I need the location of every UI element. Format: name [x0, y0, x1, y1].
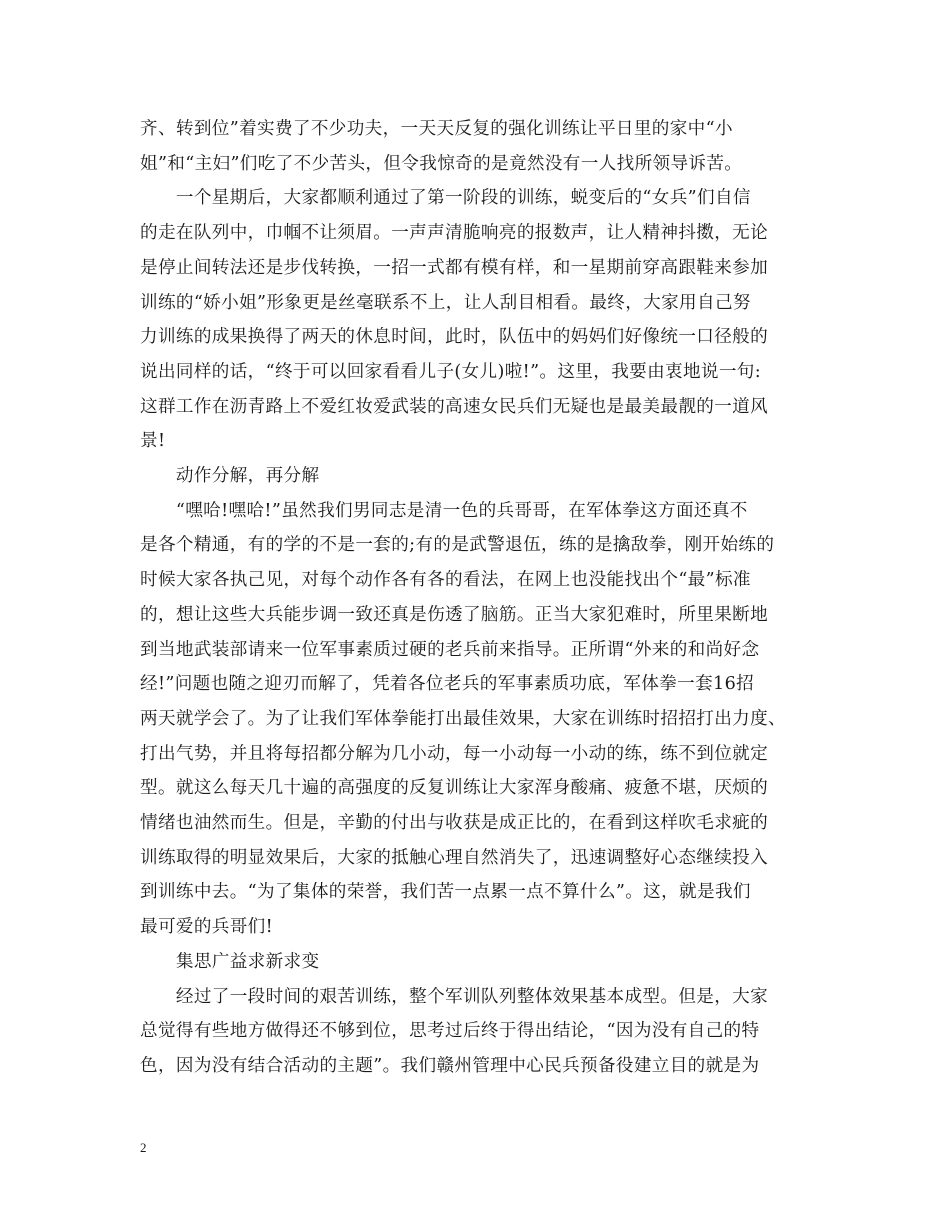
text-line: 两天就学会了。为了让我们军体拳能打出最佳效果，大家在训练时招招打出力度、 — [140, 708, 786, 729]
text-line: 说出同样的话，“终于可以回家看看儿子(女儿)啦!”。这里，我要由衷地说一句: — [140, 361, 762, 382]
text-line: 的，想让这些大兵能步调一致还真是伤透了脑筋。正当大家犯难时，所里果断地 — [140, 604, 769, 625]
text-line: 训练取得的明显效果后，大家的抵触心理自然消失了，迅速调整好心态继续投入 — [140, 847, 769, 868]
text-line: 到训练中去。“为了集体的荣誉，我们苦一点累一点不算什么”。这，就是我们 — [140, 882, 751, 903]
text-line: “嘿哈!嘿哈!”虽然我们男同志是清一色的兵哥哥，在军体拳这方面还真不 — [140, 500, 748, 521]
page-number: 2 — [140, 1140, 147, 1155]
text-line: 这群工作在沥青路上不爱红妆爱武装的高速女民兵们无疑也是最美最靓的一道风 — [140, 396, 769, 417]
text-line: 时候大家各执己见，对每个动作各有各的看法，在网上也没能找出个“最”标准 — [140, 570, 751, 591]
text-line: 齐、转到位”着实费了不少功夫，一天天反复的强化训练让平日里的家中“小 — [140, 119, 733, 139]
text-line: 力训练的成果换得了两天的休息时间，此时，队伍中的妈妈们好像统一口径般的 — [140, 327, 769, 348]
text-line: 打出气势，并且将每招都分解为几小动，每一小动每一小动的练，练不到位就定 — [140, 743, 769, 764]
text-line: 是停止间转法还是步伐转换，一招一式都有模有样，和一星期前穿高跟鞋来参加 — [140, 257, 769, 278]
text-line: 景! — [140, 431, 166, 452]
text-line: 姐”和“主妇”们吃了不少苦头，但令我惊奇的是竟然没有一人找所领导诉苦。 — [140, 153, 743, 174]
text-line: 的走在队列中，巾帼不让须眉。一声声清脆响亮的报数声，让人精神抖擞，无论 — [140, 223, 769, 244]
text-line: 训练的“娇小姐”形象更是丝毫联系不上，让人刮目相看。最终，大家用自己努 — [140, 292, 751, 313]
text-line: 经!”问题也随之迎刃而解了，凭着各位老兵的军事素质功底，军体拳一套16招 — [140, 674, 755, 695]
text-line: 到当地武装部请来一位军事素质过硬的老兵前来指导。正所谓“外来的和尚好念 — [140, 639, 760, 660]
text-line: 最可爱的兵哥们! — [140, 917, 274, 938]
text-line: 一个星期后，大家都顺利通过了第一阶段的训练，蜕变后的“女兵”们自信 — [140, 188, 751, 209]
text-line: 动作分解，再分解 — [140, 466, 320, 486]
text-line: 色，因为没有结合活动的主题”。我们赣州管理中心民兵预备役建立目的就是为 — [140, 1055, 760, 1076]
text-line: 经过了一段时间的艰苦训练，整个军训队列整体效果基本成型。但是，大家 — [140, 986, 769, 1007]
text-line: 是各个精通，有的学的不是一套的;有的是武警退伍，练的是擒敌拳，刚开始练的 — [140, 535, 775, 556]
text-line: 集思广益求新求变 — [140, 951, 320, 972]
text-line: 总觉得有些地方做得还不够到位，思考过后终于得出结论，“因为没有自己的特 — [140, 1021, 760, 1042]
text-line: 情绪也油然而生。但是，辛勤的付出与收获是成正比的，在看到这样吹毛求疵的 — [140, 813, 769, 833]
text-line: 型。就这么每天几十遍的高强度的反复训练让大家浑身酸痛、疲惫不堪，厌烦的 — [140, 778, 769, 799]
